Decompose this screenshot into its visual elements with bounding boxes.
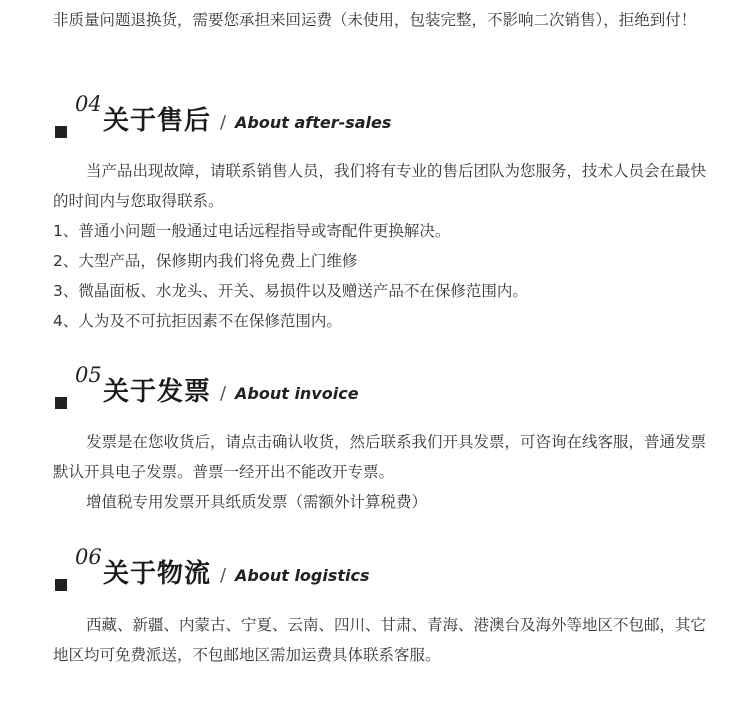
aftersales-list-item: 2、大型产品，保修期内我们将免费上门维修 [53,252,358,270]
square-bullet-icon [55,579,67,591]
section-title: 关于物流 [103,559,212,589]
aftersales-list-item: 1、普通小问题一般通过电话远程指导或寄配件更换解决。 [53,222,451,240]
section-title: 关于售后 [103,106,212,136]
invoice-vat-paragraph: 增值税专用发票开具纸质发票（需额外计算税费） [86,493,428,511]
heading-slash: / [220,112,227,133]
heading-slash: / [220,565,227,586]
square-bullet-icon [55,397,67,409]
aftersales-paragraph: 当产品出现故障，请联系销售人员，我们将有专业的售后团队为您服务，技术人员会在最快的时间内与您取得联系。 [53,162,707,210]
section-english-title: About after-sales [235,113,392,132]
section-number: 04 [75,92,102,116]
section-number: 05 [75,363,102,387]
section-english-title: About invoice [235,384,359,403]
aftersales-list-item: 4、人为及不可抗拒因素不在保修范围内。 [53,312,342,330]
section-title: 关于发票 [103,377,212,407]
section-number: 06 [75,545,102,569]
heading-slash: / [220,383,227,404]
square-bullet-icon [55,126,67,138]
section-english-title: About logistics [235,566,370,585]
invoice-paragraph: 发票是在您收货后，请点击确认收货，然后联系我们开具发票，可咨询在线客服，普通发票默认开具电子发票。普票一经开出不能改开专票。 [53,433,707,481]
intro-paragraph: 非质量问题退换货，需要您承担来回运费（未使用，包装完整，不影响二次销售），拒绝到付！ [53,11,697,29]
aftersales-list-item: 3、微晶面板、水龙头、开关、易损件以及赠送产品不在保修范围内。 [53,282,528,300]
logistics-paragraph: 西藏、新疆、内蒙古、宁夏、云南、四川、甘肃、青海、港澳台及海外等地区不包邮，其它地区均可免费派送，不包邮地区需加运费具体联系客服。 [53,616,707,664]
